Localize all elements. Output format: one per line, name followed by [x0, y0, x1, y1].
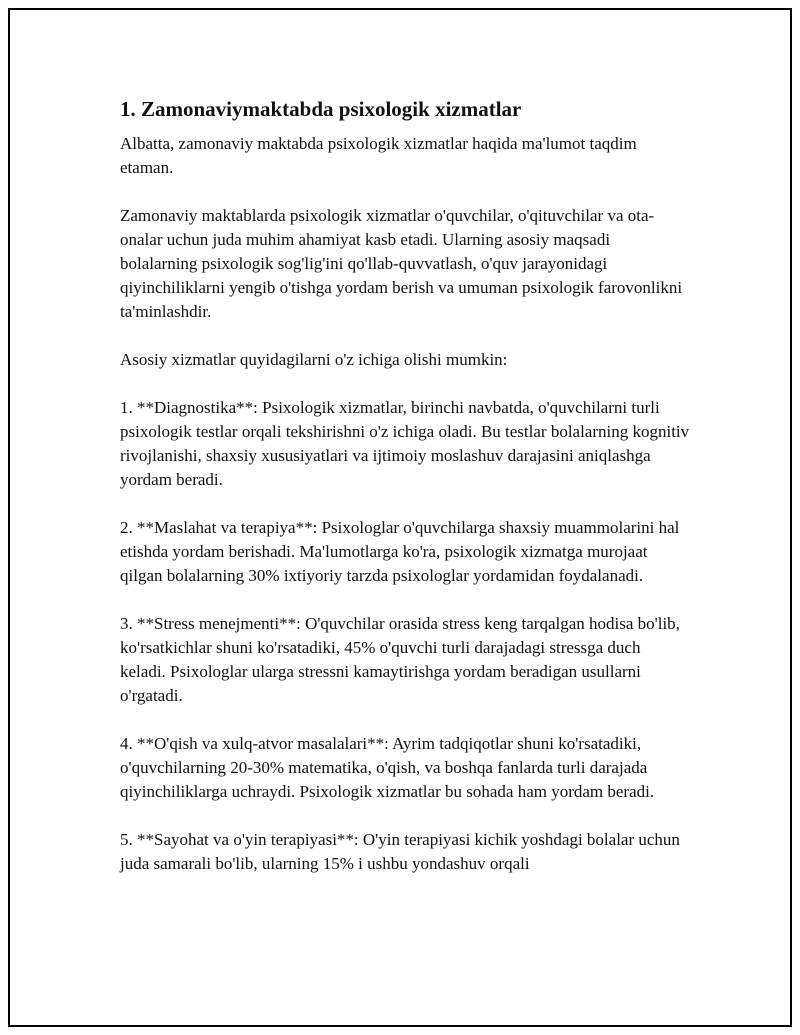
- services-intro-paragraph: Asosiy xizmatlar quyidagilarni o'z ichiga olishi mumkin:: [120, 350, 508, 369]
- document-body: [120, 95, 690, 900]
- list-item-learning-behavior: 4. **O'qish va xulq-atvor masalalari**: Ayrim tadqiqotlar shuni ko'rsatadiki, o'quvchilarning 20-30% matematika, o'qish, va boshqa fanlarda turli darajada qiyinchiliklarga uchraydi. Psixologik xizmatlar bu sohada ham yordam beradi.: [120, 734, 655, 801]
- overview-paragraph: Zamonaviy maktablarda psixologik xizmatlar o'quvchilar, o'qituvchilar va ota-onalar uchun juda muhim ahamiyat kasb etadi. Ularning asosiy maqsadi bolalarning psixologik sog'lig'ini qo'llab-quvvatlash, o'quv jarayonidagi qiyinchiliklarni yengib o'tishga yordam berish va umuman psixologik farovonlikni ta'minlashdir.: [120, 206, 683, 321]
- intro-paragraph: Albatta, zamonaviy maktabda psixologik xizmatlar haqida ma'lumot taqdim etaman.: [120, 134, 637, 177]
- list-item-play-therapy: 5. **Sayohat va o'yin terapiyasi**: O'yin terapiyasi kichik yoshdagi bolalar uchun juda samarali bo'lib, ularning 15% i ushbu yondashuv orqali: [120, 830, 680, 873]
- list-item-counseling: 2. **Maslahat va terapiya**: Psixologlar o'quvchilarga shaxsiy muammolarini hal etishda yordam berishadi. Ma'lumotlarga ko'ra, psixologik xizmatga murojaat qilgan bolalarning 30% ixtiyoriy tarzda psixologlar yordamidan foydalanadi.: [120, 518, 680, 585]
- document-title: 1. Zamonaviymaktabda psixologik xizmatlar: [120, 97, 522, 121]
- list-item-stress-management: 3. **Stress menejmenti**: O'quvchilar orasida stress keng tarqalgan hodisa bo'lib, ko'rsatkichlar shuni ko'rsatadiki, 45% o'quvchi turli darajadagi stressga duch keladi. Psixologlar ularga stressni kamaytirishga yordam beradigan usullarni o'rgatadi.: [120, 614, 680, 705]
- list-item-diagnostics: 1. **Diagnostika**: Psixologik xizmatlar, birinchi navbatda, o'quvchilarni turli psixologik testlar orqali tekshirishni o'z ichiga oladi. Bu testlar bolalarning kognitiv rivojlanishi, shaxsiy xususiyatlari va ijtimoiy moslashuv darajasini aniqlashga yordam beradi.: [120, 398, 690, 489]
- document-page: [8, 8, 792, 1027]
